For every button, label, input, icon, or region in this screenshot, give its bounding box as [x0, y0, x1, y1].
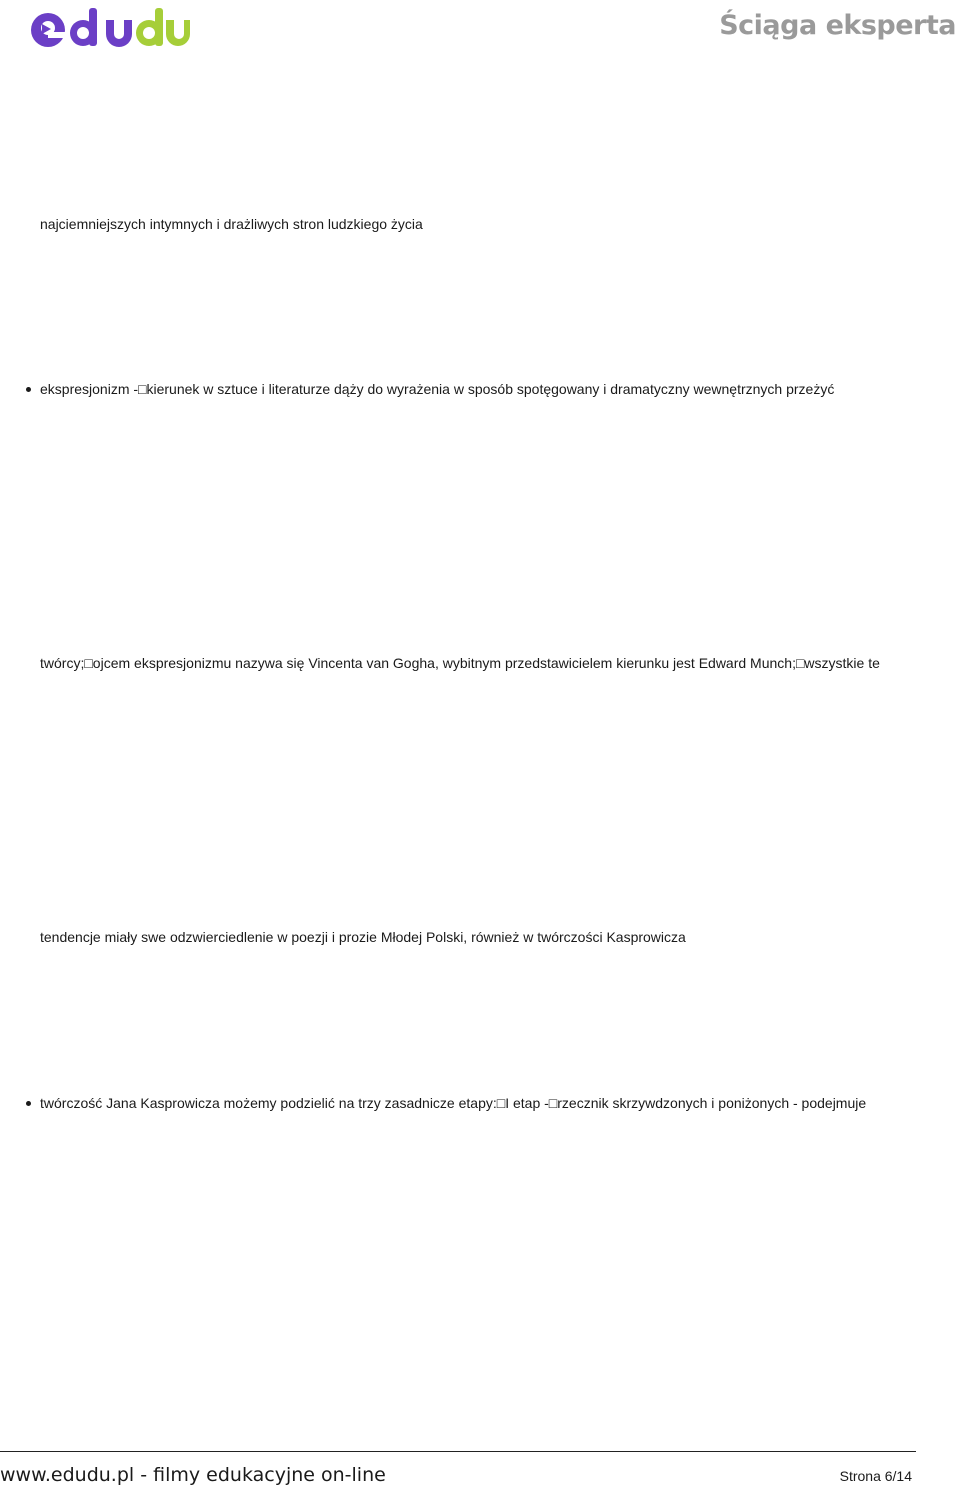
bullet-dot [26, 1101, 31, 1106]
logo-letter-u [106, 20, 132, 47]
logo-letter-u2 [166, 20, 190, 46]
page-number: Strona 6/14 [839, 1468, 912, 1484]
text-line-1: najciemniejszych intymnych i drażliwych stron ludzkiego życia [40, 216, 423, 232]
text-line-3: twórcy;□ojcem ekspresjonizmu nazywa się Vincenta van Gogha, wybitnym przedstawicielem kierunku jest Edward Munch;□wszystkie te [40, 655, 880, 671]
bullet-dot [26, 387, 31, 392]
text-line-5: twórczość Jana Kasprowicza możemy podzielić na trzy zasadnicze etapy:□I etap -□rzecznik skrzywdzonych i poniżonych - podejmuje [40, 1095, 867, 1111]
edudu-logo [28, 4, 190, 52]
text-line-4: tendencje miały swe odzwierciedlenie w poezji i prozie Młodej Polski, również w twórczości Kasprowicza [40, 929, 686, 945]
footer-divider [0, 1451, 916, 1452]
footer-site-link[interactable]: www.edudu.pl - filmy edukacyjne on-line [0, 1464, 386, 1486]
text-line-2: ekspresjonizm -□kierunek w sztuce i literaturze dąży do wyrażenia w sposób spotęgowany i dramatyczny wewnętrznych przeżyć [40, 381, 835, 397]
header-tagline: Ściąga eksperta [719, 10, 956, 41]
